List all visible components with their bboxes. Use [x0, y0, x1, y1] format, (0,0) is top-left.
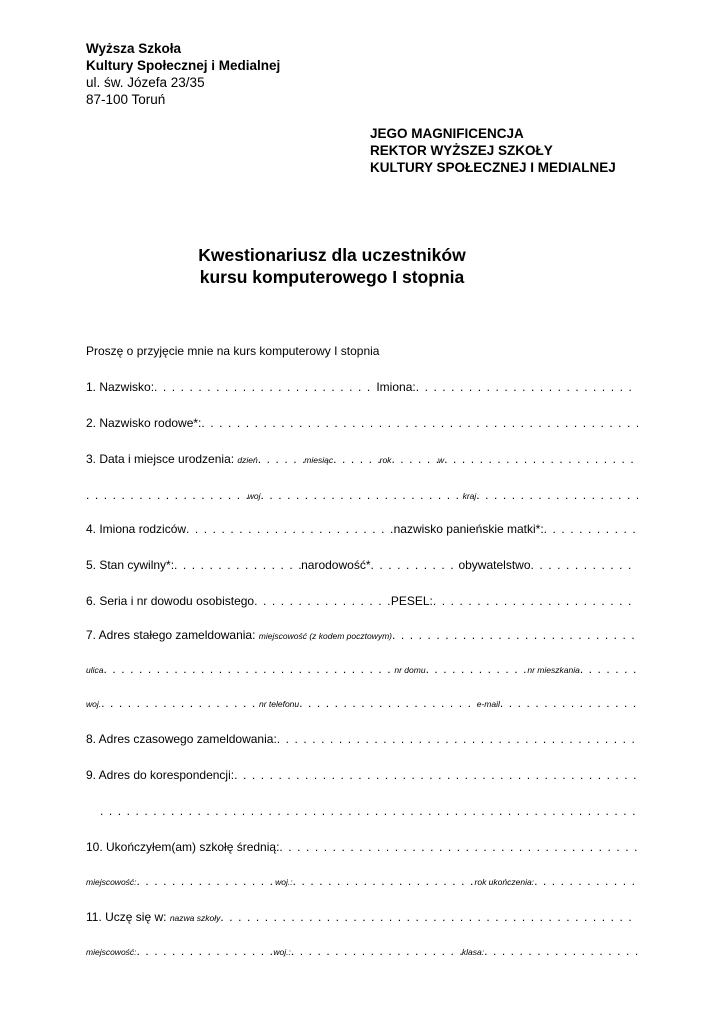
fill-line-current-school-voivodeship[interactable] [291, 944, 462, 958]
fill-line-citizenship[interactable] [531, 558, 639, 572]
field-label: 2. Nazwisko rodowe*: [86, 416, 202, 430]
field-sublabel: kraj [462, 491, 477, 501]
fill-line-street[interactable] [103, 662, 394, 676]
field-sublabel: woj.: [273, 947, 291, 957]
field-sublabel: miesiąc [304, 455, 334, 465]
field-surname-row [86, 380, 638, 394]
field-sublabel: miejscowość (z kodem pocztowym) [258, 631, 392, 641]
field-sublabel: klasa: [461, 947, 485, 957]
fill-line-current-school[interactable] [220, 910, 638, 924]
field-label: 7. Adres stałego zameldowania: [86, 628, 256, 642]
document-title [0, 244, 664, 288]
fill-line-birth-country[interactable] [476, 488, 638, 502]
field-maiden-name-row [86, 416, 638, 430]
recipient-line: KULTURY SPOŁECZNEJ I MEDIALNEJ [370, 160, 616, 175]
field-label: 10. Ukończyłem(am) szkołę średnią: [86, 840, 280, 854]
fill-line-correspondence[interactable] [234, 768, 638, 782]
fill-line-mother-maiden[interactable] [544, 522, 638, 536]
fill-line-permanent-city[interactable] [392, 628, 638, 642]
fill-line-phone[interactable] [299, 696, 477, 710]
field-label: nazwisko panieńskie matki*: [393, 522, 544, 536]
field-label: 11. Uczę się w: [86, 910, 167, 924]
fill-line-house-number[interactable] [426, 662, 528, 676]
fill-line-parents-names[interactable] [186, 522, 394, 536]
field-label: 1. Nazwisko: [86, 380, 155, 394]
field-permanent-address-row [86, 628, 638, 643]
field-parents-row [86, 522, 638, 536]
field-sublabel: w [437, 455, 445, 465]
field-birth-row [86, 452, 638, 467]
fill-line-birth-month[interactable] [333, 452, 380, 466]
recipient-address [370, 125, 616, 176]
fill-line-first-names[interactable] [416, 380, 638, 394]
field-marital-row [86, 558, 638, 572]
title-line: Kwestionariusz dla uczestników [198, 245, 466, 265]
fill-line-birth-year[interactable] [391, 452, 438, 466]
fill-line-birth-place[interactable] [444, 452, 638, 466]
field-correspondence-row [86, 768, 638, 782]
field-label: PESEL: [390, 594, 433, 608]
sender-address [86, 40, 280, 108]
field-sublabel: woj [247, 491, 261, 501]
field-label: 3. Data i miejsce urodzenia: [86, 452, 235, 466]
fill-line-pesel[interactable] [433, 594, 638, 608]
fill-line-email[interactable] [500, 696, 638, 710]
field-secondary-school-row [86, 840, 638, 854]
field-birth-row-2 [86, 488, 638, 503]
field-label: obywatelstwo [458, 558, 531, 572]
fill-line-flat-number[interactable] [580, 662, 638, 676]
fill-line-surname[interactable] [154, 380, 376, 394]
fill-line-graduation-year[interactable] [534, 874, 638, 888]
field-correspondence-row-2 [100, 804, 638, 818]
field-sublabel: nr domu [394, 665, 426, 675]
fill-line-nationality[interactable] [370, 558, 458, 572]
field-label: 4. Imiona rodziców [86, 522, 187, 536]
fill-line-marital-status[interactable] [174, 558, 301, 572]
fill-line-voivodeship[interactable] [101, 696, 259, 710]
field-label: 5. Stan cywilny*: [86, 558, 175, 572]
field-current-school-row [86, 910, 638, 925]
sender-line: 87-100 Toruń [86, 92, 166, 107]
field-sublabel: nr telefonu [258, 699, 300, 709]
field-sublabel: rok ukończenia: [474, 877, 535, 887]
fill-line-birth-voivodeship[interactable] [260, 488, 462, 502]
field-label: 8. Adres czasowego zameldowania: [86, 732, 277, 746]
field-label: 6. Seria i nr dowodu osobistego [86, 594, 255, 608]
fill-line-temporary-address[interactable] [277, 732, 638, 746]
fill-line-secondary-school[interactable] [279, 840, 638, 854]
sender-line: Kultury Społecznej i Medialnej [86, 58, 281, 73]
field-sublabel: nazwa szkoły [169, 913, 221, 923]
fill-line-id-number[interactable] [254, 594, 391, 608]
sender-line: Wyższa Szkoła [86, 41, 182, 56]
field-secondary-school-details-row [86, 874, 638, 889]
field-id-row [86, 594, 638, 608]
field-sublabel: dzień [237, 455, 258, 465]
field-sublabel: rok [379, 455, 392, 465]
recipient-line: JEGO MAGNIFICENCJA [370, 126, 524, 141]
field-current-school-details-row [86, 944, 638, 959]
field-permanent-contact-row [86, 696, 638, 711]
field-sublabel: miejscowość: [86, 947, 137, 957]
field-label: narodowość* [301, 558, 371, 572]
recipient-line: REKTOR WYŻSZEJ SZKOŁY [370, 143, 553, 158]
field-sublabel: ulica [86, 665, 104, 675]
field-sublabel: miejscowość: [86, 877, 137, 887]
fill-line-maiden-name[interactable] [201, 416, 638, 430]
field-sublabel: woj.: [275, 877, 293, 887]
fill-line-current-school-city[interactable] [137, 944, 274, 958]
fill-line-birth-day[interactable] [258, 452, 305, 466]
field-temporary-address-row [86, 732, 638, 746]
field-label: 9. Adres do korespondencji: [86, 768, 235, 782]
intro-text: Proszę o przyjęcie mnie na kurs komputerowy I stopnia [86, 344, 380, 358]
field-sublabel: woj. [86, 699, 102, 709]
fill-line-birth-city[interactable] [86, 488, 248, 502]
field-label: Imiona: [376, 380, 416, 394]
fill-line-correspondence-2[interactable] [100, 804, 638, 818]
fill-line-class[interactable] [484, 944, 638, 958]
fill-line-school-city[interactable] [137, 874, 276, 888]
field-sublabel: e-mail [476, 699, 500, 709]
fill-line-school-voivodeship[interactable] [293, 874, 475, 888]
field-permanent-street-row [86, 662, 638, 677]
title-line: kursu komputerowego I stopnia [199, 267, 465, 287]
field-sublabel: nr mieszkania [527, 665, 580, 675]
sender-line: ul. św. Józefa 23/35 [86, 75, 205, 90]
